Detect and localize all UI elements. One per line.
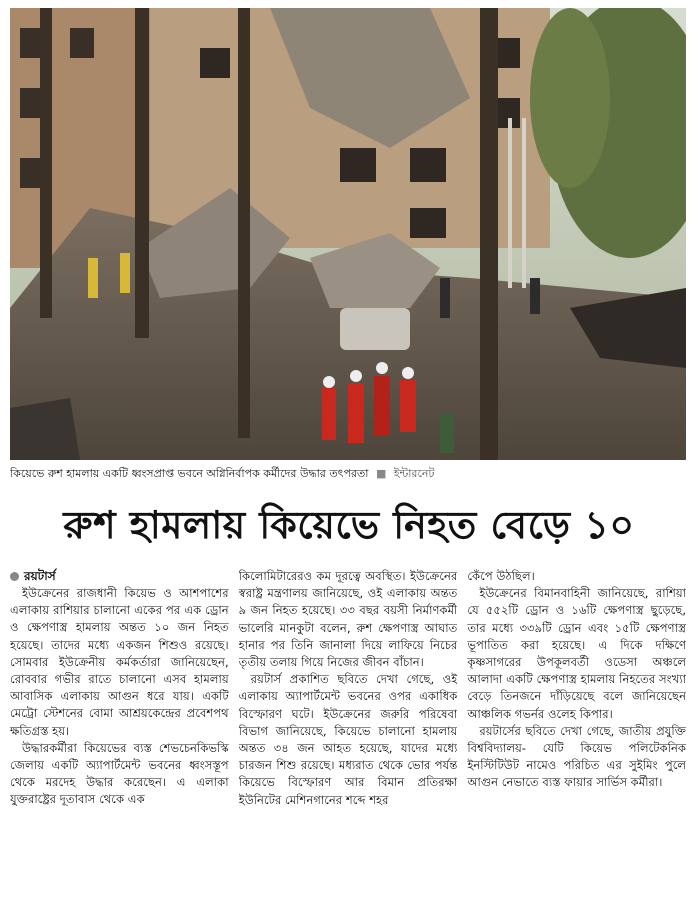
rubble-building-photo-icon <box>10 8 686 460</box>
article-column-3 <box>467 568 686 908</box>
article-body <box>10 568 686 908</box>
paragraph: ইউক্রেনের বিমানবাহিনী জানিয়েছে, রাশিয়া যে ৫৫২টি ড্রোন ও ১৬টি ক্ষেপণাস্ত্র ছুড়েছে, তার মধ্যে ৩৩৯টি ড্রোন এবং ১৫টি ক্ষেপণাস্ত্র ভূপাতিত করা হয়েছে। এ দিকে দক্ষিণে কৃষ্ণসাগরের উপকূলবর্তী ওডেসা অঞ্চলে আলাদা একটি ক্ষেপণাস্ত্র হামলায় নিহতের সংখ্যা বেড়ে তিনজনে দাঁড়িয়েছে বলে জানিয়েছেন আঞ্চলিক গভর্নর ওলেহ কিপার। <box>467 586 687 721</box>
byline-text: রয়টার্স <box>24 569 56 583</box>
caption-separator-icon: ■ <box>375 467 387 480</box>
paragraph: উদ্ধারকর্মীরা কিয়েভের ব্যস্ত শেভচেনকিভস্কি জেলায় একটি অ্যাপার্টমেন্ট ভবনের ধ্বংসস্তূপ থেকে মরদেহ উদ্ধার করেছেন। এ এলাকা যুক্তরাষ্ট্রের দূতাবাস থেকে এক <box>10 740 229 807</box>
paragraph: রয়টার্সের ছবিতে দেখা গেছে, জাতীয় প্রযুক্তি বিশ্ববিদ্যালয়- যেটি কিয়েভ পলিটেকনিক ইনস্টিটিউট নামেও পরিচিত এর সুইমিং পুলে আগুন নেভাতে ব্যস্ত ফায়ার সার্ভিস কর্মীরা। <box>467 723 687 790</box>
article-column-1 <box>10 568 229 908</box>
bullet-icon <box>10 572 19 581</box>
byline <box>10 568 229 585</box>
caption-text: কিয়েভে রুশ হামলায় একটি ধ্বংসপ্রাপ্ত ভবনে অগ্নিনির্বাপক কর্মীদের উদ্ধার তৎপরতা <box>10 467 369 480</box>
paragraph: ইউক্রেনের রাজধানী কিয়েভ ও আশপাশের এলাকায় রাশিয়ার চালানো একের পর এক ড্রোন ও ক্ষেপণাস্ত্র হামলায় অন্তত ১০ জন নিহত হয়েছে। তাদের মধ্যে একজন শিশুও রয়েছে। সোমবার ইউক্রেনীয় কর্মকর্তারা জানিয়েছেন, রোববার গভীর রাতে চালানো এসব হামলায় আবাসিক এলাকায় আগুন ধরে যায়। একটি মেট্রো স্টেশনের বোমা আশ্রয়কেন্দ্রের প্রবেশপথ ক্ষতিগ্রস্ত হয়। <box>10 586 229 738</box>
paragraph: কিলোমিটারেরও কম দূরত্বে অবস্থিত। ইউক্রেনের স্বরাষ্ট্র মন্ত্রণালয় জানিয়েছে, ওই এলাকায় অন্তত ৯ জন নিহত হয়েছে। ৩৩ বছর বয়সী নির্মাণকর্মী ভালেরি মানকুটা বলেন, রুশ ক্ষেপণাস্ত্র আঘাত হানার পর তিনি জানালা দিয়ে লাফিয়ে নিচের তৃতীয় তলায় গিয়ে নিজের জীবন বাঁচান। <box>238 569 458 670</box>
article-column-2 <box>239 568 458 908</box>
photo-credit: ইন্টারনেট <box>393 467 435 480</box>
news-photo <box>10 8 686 460</box>
paragraph: রয়টার্স প্রকাশিত ছবিতে দেখা গেছে, ওই এলাকায় অ্যাপার্টমেন্ট ভবনের ওপর একাধিক বিস্ফোরণ ঘটে। ইউক্রেনের জরুরি পরিষেবা বিভাগ জানিয়েছে, কিয়েভে চালানো হামলায় অন্তত ৩৪ জন আহত হয়েছে, যাদের মধ্যে চারজন শিশু রয়েছে। মধ্যরাত থেকে ভোর পর্যন্ত কিয়েভে বিস্ফোরণ আর বিমান প্রতিরক্ষা ইউনিটের মেশিনগানের শব্দে শহর <box>238 672 458 807</box>
headline: রুশ হামলায় কিয়েভে নিহত বেড়ে ১০ <box>63 503 635 547</box>
paragraph: কেঁপে উঠছিল। <box>467 569 535 583</box>
photo-caption <box>10 466 686 482</box>
